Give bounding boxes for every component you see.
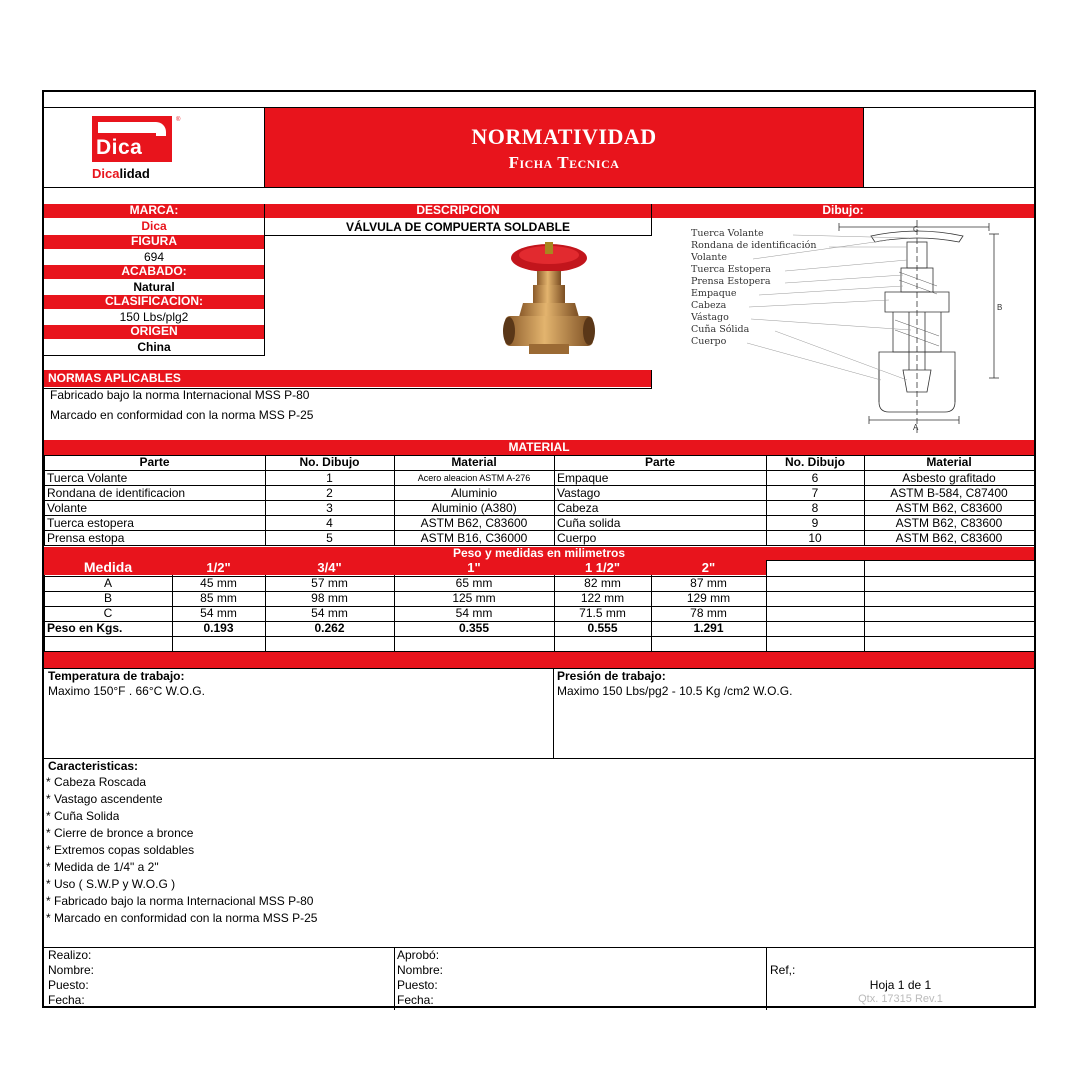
footer-field: Nombre: bbox=[397, 963, 444, 977]
material-cell: Asbesto grafitado bbox=[902, 471, 996, 485]
drawing-part-label: Empaque bbox=[691, 288, 737, 299]
technical-drawing bbox=[689, 220, 1009, 440]
material-cell: Vastago bbox=[557, 486, 601, 500]
ref-label: Ref,: bbox=[770, 963, 796, 977]
medidas-col-header: 1/2" bbox=[206, 560, 231, 575]
hoja-label: Hoja 1 de 1 bbox=[869, 978, 932, 992]
material-col-header: Parte bbox=[139, 455, 170, 469]
drawing-part-label: Cuerpo bbox=[691, 336, 727, 347]
grid-line bbox=[1034, 455, 1035, 546]
medidas-cell: B bbox=[103, 591, 112, 605]
red-divider bbox=[44, 652, 1034, 668]
medidas-col-header: 3/4" bbox=[317, 560, 342, 575]
medidas-table bbox=[44, 560, 1034, 652]
page-subtitle: Ficha Tecnica bbox=[508, 153, 620, 172]
medidas-cell: 71.5 mm bbox=[579, 606, 626, 620]
material-cell: Cuña solida bbox=[557, 516, 621, 530]
medidas-cell: 54 mm bbox=[200, 606, 237, 620]
material-cell: Volante bbox=[47, 501, 88, 515]
material-cell: Empaque bbox=[557, 471, 609, 485]
medidas-cell: A bbox=[103, 576, 112, 590]
material-cell: Cuerpo bbox=[557, 531, 597, 545]
medidas-cell: 57 mm bbox=[311, 576, 348, 590]
material-cell: 2 bbox=[326, 486, 333, 500]
grid-line bbox=[44, 636, 1034, 637]
origen-value: China bbox=[137, 340, 171, 354]
material-col-header: No. Dibujo bbox=[785, 455, 845, 469]
figura-label: FIGURA bbox=[44, 235, 264, 249]
material-cell: 5 bbox=[326, 531, 333, 545]
clasificacion-value: 150 Lbs/plg2 bbox=[119, 310, 189, 324]
norma-line-2: Marcado en conformidad con la norma MSS P-25 bbox=[50, 408, 314, 422]
clasificacion-label: CLASIFICACION: bbox=[44, 295, 264, 309]
material-cell: 10 bbox=[808, 531, 822, 545]
valve-photo bbox=[499, 238, 599, 366]
acabado-label: ACABADO: bbox=[44, 265, 264, 279]
presion-value: Maximo 150 Lbs/pg2 - 10.5 Kg /cm2 W.O.G. bbox=[557, 684, 793, 698]
medidas-col-header: 2" bbox=[701, 560, 716, 575]
acabado-value: Natural bbox=[133, 280, 175, 294]
material-cell: Tuerca Volante bbox=[47, 471, 128, 485]
dim-a-label: A bbox=[913, 423, 919, 432]
origen-label: ORIGEN bbox=[44, 325, 264, 339]
drawing-part-label: Tuerca Volante bbox=[691, 228, 764, 239]
caracteristica-item: * Cuña Solida bbox=[46, 809, 120, 823]
medidas-col-header: 1" bbox=[467, 560, 481, 575]
footer-field: Fecha: bbox=[48, 993, 85, 1007]
material-cell: Acero aleacion ASTM A-276 bbox=[417, 473, 531, 483]
temperatura-value: Maximo 150°F . 66°C W.O.G. bbox=[48, 684, 205, 698]
caracteristica-item: * Cabeza Roscada bbox=[46, 775, 147, 789]
material-cell: Prensa estopa bbox=[47, 531, 125, 545]
norma-line-1: Fabricado bajo la norma Internacional MSS P-80 bbox=[50, 388, 310, 402]
medidas-cell: 54 mm bbox=[311, 606, 348, 620]
footer-field: Realizo: bbox=[48, 948, 92, 962]
material-cell: Cabeza bbox=[557, 501, 599, 515]
caracteristica-item: * Marcado en conformidad con la norma MSS P-25 bbox=[46, 911, 318, 925]
material-cell: 9 bbox=[811, 516, 819, 530]
material-cell: Aluminio bbox=[450, 486, 498, 500]
dim-b-label: B bbox=[997, 303, 1003, 312]
medidas-cell: C bbox=[103, 606, 113, 620]
medidas-cell: 85 mm bbox=[200, 591, 237, 605]
normas-label: NORMAS APLICABLES bbox=[44, 370, 651, 387]
material-col-header: Material bbox=[926, 455, 972, 469]
material-cell: 3 bbox=[326, 501, 333, 515]
drawing-part-label: Tuerca Estopera bbox=[691, 264, 771, 275]
medidas-cell: 82 mm bbox=[584, 576, 621, 590]
material-col-header: Parte bbox=[644, 455, 676, 469]
presion-label: Presión de trabajo: bbox=[557, 669, 666, 683]
drawing-part-label: Cabeza bbox=[691, 300, 727, 311]
spec-sheet bbox=[42, 90, 1036, 1008]
drawing-part-label: Prensa Estopera bbox=[691, 276, 771, 287]
medidas-cell: 1.291 bbox=[693, 621, 724, 635]
material-cell: 7 bbox=[811, 486, 819, 500]
material-cell: 1 bbox=[326, 471, 333, 485]
title-banner bbox=[265, 108, 863, 187]
footer-field: Nombre: bbox=[48, 963, 95, 977]
descripcion-value: VÁLVULA DE COMPUERTA SOLDABLE bbox=[346, 220, 570, 234]
figura-value: 694 bbox=[143, 250, 165, 264]
drawing-part-label: Rondana de identificación bbox=[691, 240, 817, 251]
caracteristica-item: * Medida de 1/4" a 2" bbox=[46, 860, 159, 874]
material-cell: ASTM B-584, C87400 bbox=[890, 486, 1008, 500]
caracteristica-item: * Fabricado bajo la norma Internacional MSS P-80 bbox=[46, 894, 314, 908]
material-cell: ASTM B62, C83600 bbox=[895, 531, 1003, 545]
material-cell: Rondana de identificacion bbox=[47, 486, 186, 500]
marca-value: Dica bbox=[141, 219, 167, 233]
material-col-header: Material bbox=[451, 455, 497, 469]
medidas-col-header: Medida bbox=[83, 560, 133, 575]
logo bbox=[92, 116, 182, 182]
material-cell: 6 bbox=[811, 471, 819, 485]
material-cell: Tuerca estopera bbox=[47, 516, 134, 530]
logo-tagline: Dicalidad bbox=[92, 166, 150, 181]
medidas-cell: Peso en Kgs. bbox=[47, 621, 123, 635]
material-cell: 4 bbox=[326, 516, 333, 530]
material-cell: Aluminio (A380) bbox=[431, 501, 517, 515]
medidas-cell: 65 mm bbox=[455, 576, 493, 590]
footer-field: Puesto: bbox=[397, 978, 438, 992]
medidas-cell: 129 mm bbox=[686, 591, 731, 605]
dim-c-label: C bbox=[913, 225, 919, 234]
caracteristica-item: * Extremos copas soldables bbox=[46, 843, 195, 857]
material-cell: ASTM B62, C83600 bbox=[420, 516, 528, 530]
medidas-title: Peso y medidas en milimetros bbox=[44, 547, 1034, 560]
medidas-cell: 0.355 bbox=[458, 621, 490, 635]
drawing-part-label: Cuña Sólida bbox=[691, 324, 750, 335]
caracteristicas-label: Caracteristicas: bbox=[48, 759, 139, 773]
dibujo-label: Dibujo: bbox=[652, 204, 1034, 218]
marca-label: MARCA: bbox=[44, 204, 264, 218]
footer-field: Fecha: bbox=[397, 993, 434, 1007]
medidas-cell: 125 mm bbox=[452, 591, 496, 605]
temperatura-label: Temperatura de trabajo: bbox=[48, 669, 185, 683]
medidas-cell: 98 mm bbox=[311, 591, 348, 605]
material-cell: 8 bbox=[811, 501, 819, 515]
material-table bbox=[44, 455, 1034, 547]
material-col-header: No. Dibujo bbox=[299, 455, 360, 469]
medidas-cell: 122 mm bbox=[580, 591, 625, 605]
descripcion-label: DESCRIPCION bbox=[265, 204, 651, 218]
medidas-cell: 54 mm bbox=[455, 606, 493, 620]
medidas-cell: 0.262 bbox=[314, 621, 345, 635]
caracteristica-item: * Cierre de bronce a bronce bbox=[46, 826, 194, 840]
document-code: Qtx. 17315 Rev.1 bbox=[858, 993, 943, 1005]
medidas-cell: 45 mm bbox=[200, 576, 237, 590]
medidas-cell: 0.193 bbox=[203, 621, 234, 635]
footer-field: Aprobó: bbox=[397, 948, 440, 962]
drawing-part-label: Volante bbox=[691, 252, 727, 263]
page-title: NORMATIVIDAD bbox=[471, 124, 657, 149]
material-title: MATERIAL bbox=[44, 440, 1034, 455]
medidas-cell: 78 mm bbox=[690, 606, 727, 620]
material-cell: ASTM B16, C36000 bbox=[420, 531, 528, 545]
medidas-cell: 0.555 bbox=[587, 621, 618, 635]
material-cell: ASTM B62, C83600 bbox=[895, 501, 1003, 515]
caracteristica-item: * Vastago ascendente bbox=[46, 792, 163, 806]
drawing-part-label: Vástago bbox=[691, 312, 729, 323]
registered-mark: ® bbox=[176, 117, 181, 123]
caracteristica-item: * Uso ( S.W.P y W.O.G ) bbox=[46, 877, 176, 891]
logo-brand: Dica bbox=[96, 136, 143, 159]
material-cell: ASTM B62, C83600 bbox=[895, 516, 1003, 530]
medidas-col-header: 1 1/2" bbox=[584, 560, 621, 575]
grid-line bbox=[1034, 560, 1035, 652]
medidas-cell: 87 mm bbox=[690, 576, 727, 590]
footer-field: Puesto: bbox=[48, 978, 89, 992]
